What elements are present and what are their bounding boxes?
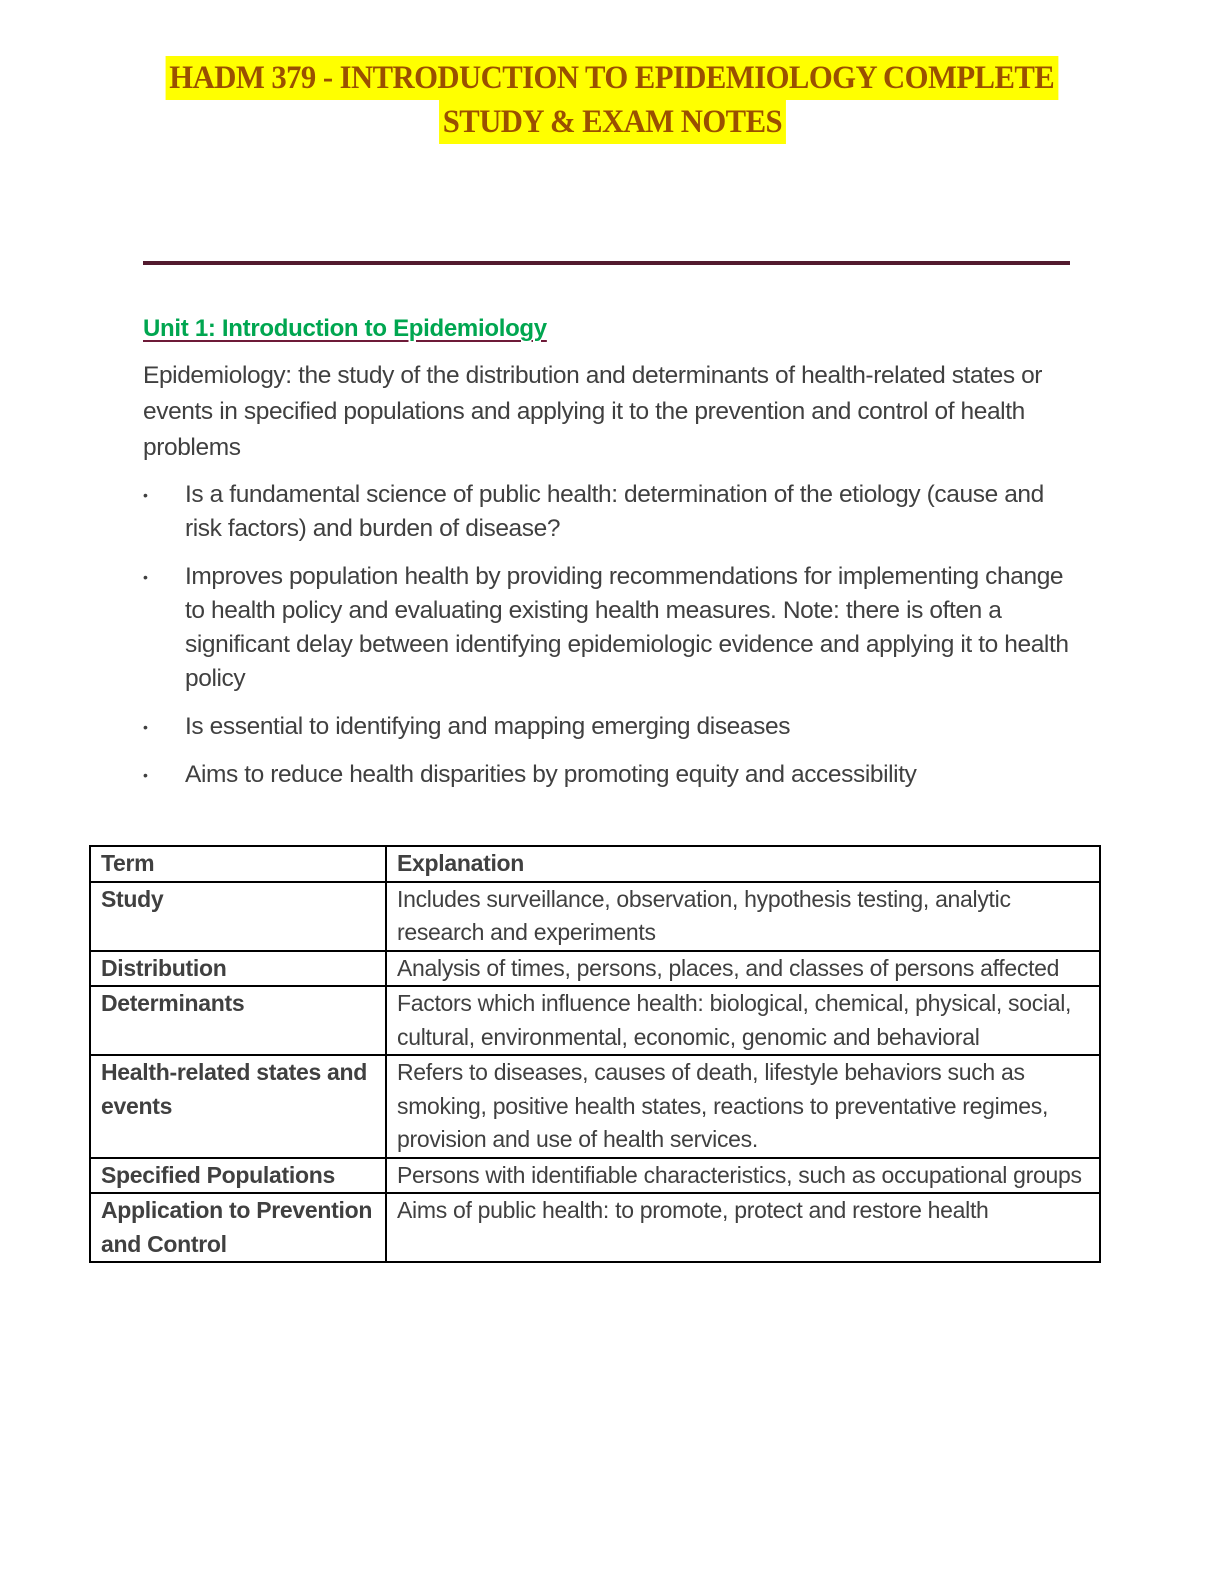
explanation-cell: Persons with identifiable characteristics, such as occupational groups: [386, 1158, 1100, 1194]
list-item-text: Improves population health by providing recommendations for implementing change to health policy and evaluating existing health measures. Note: there is often a significant delay between identifying epidemiologic evidence and applying it to health policy: [185, 563, 1069, 692]
term-cell: Health-related states and events: [90, 1055, 386, 1158]
table-header-row: [90, 846, 1100, 882]
bullet-icon: •: [143, 569, 148, 585]
term-cell: Application to Prevention and Control: [90, 1193, 386, 1262]
explanation-cell: Refers to diseases, causes of death, lifestyle behaviors such as smoking, positive health states, reactions to preventative regimes, provision and use of health services.: [386, 1055, 1100, 1158]
explanation-cell: Factors which influence health: biological, chemical, physical, social, cultural, environmental, economic, genomic and behavioral: [386, 986, 1100, 1055]
list-item-text: Aims to reduce health disparities by promoting equity and accessibility: [185, 761, 917, 788]
list-item: [143, 560, 1073, 696]
document-title: [0, 56, 1224, 144]
list-item: [143, 758, 1073, 792]
table-row: [90, 1193, 1100, 1262]
bullet-icon: •: [143, 719, 148, 735]
list-item-text: Is essential to identifying and mapping emerging diseases: [185, 713, 791, 740]
title-line-2: STUDY & EXAM NOTES: [439, 100, 786, 144]
epidemiology-definition: Epidemiology: the study of the distribution and determinants of health-related states or events in specified populations and applying it to the prevention and control of health problems: [143, 362, 1043, 461]
term-cell: Study: [90, 882, 386, 951]
table-row: [90, 1055, 1100, 1158]
table-row: [90, 986, 1100, 1055]
explanation-cell: Analysis of times, persons, places, and classes of persons affected: [386, 951, 1100, 987]
term-cell: Determinants: [90, 986, 386, 1055]
term-cell: Specified Populations: [90, 1158, 386, 1194]
bullet-icon: •: [143, 487, 148, 503]
table-row: [90, 1158, 1100, 1194]
horizontal-rule: [143, 261, 1070, 265]
bullet-icon: •: [143, 767, 148, 783]
term-cell: Distribution: [90, 951, 386, 987]
explanation-cell: Includes surveillance, observation, hypothesis testing, analytic research and experiments: [386, 882, 1100, 951]
unit-heading: Unit 1: Introduction to Epidemiology: [143, 315, 547, 342]
list-item: [143, 478, 1073, 546]
column-header-term: Term: [90, 846, 386, 882]
title-line-1: HADM 379 - INTRODUCTION TO EPIDEMIOLOGY COMPLETE: [166, 56, 1058, 100]
table-row: [90, 951, 1100, 987]
table-row: [90, 882, 1100, 951]
list-item-text: Is a fundamental science of public health: determination of the etiology (cause and risk factors) and burden of disease?: [185, 481, 1044, 542]
bullet-list: [143, 478, 1073, 792]
terms-table: [89, 845, 1101, 1263]
column-header-explanation: Explanation: [386, 846, 1100, 882]
unit-1-section: [143, 312, 1073, 792]
list-item: [143, 710, 1073, 744]
explanation-cell: Aims of public health: to promote, protect and restore health: [386, 1193, 1100, 1262]
